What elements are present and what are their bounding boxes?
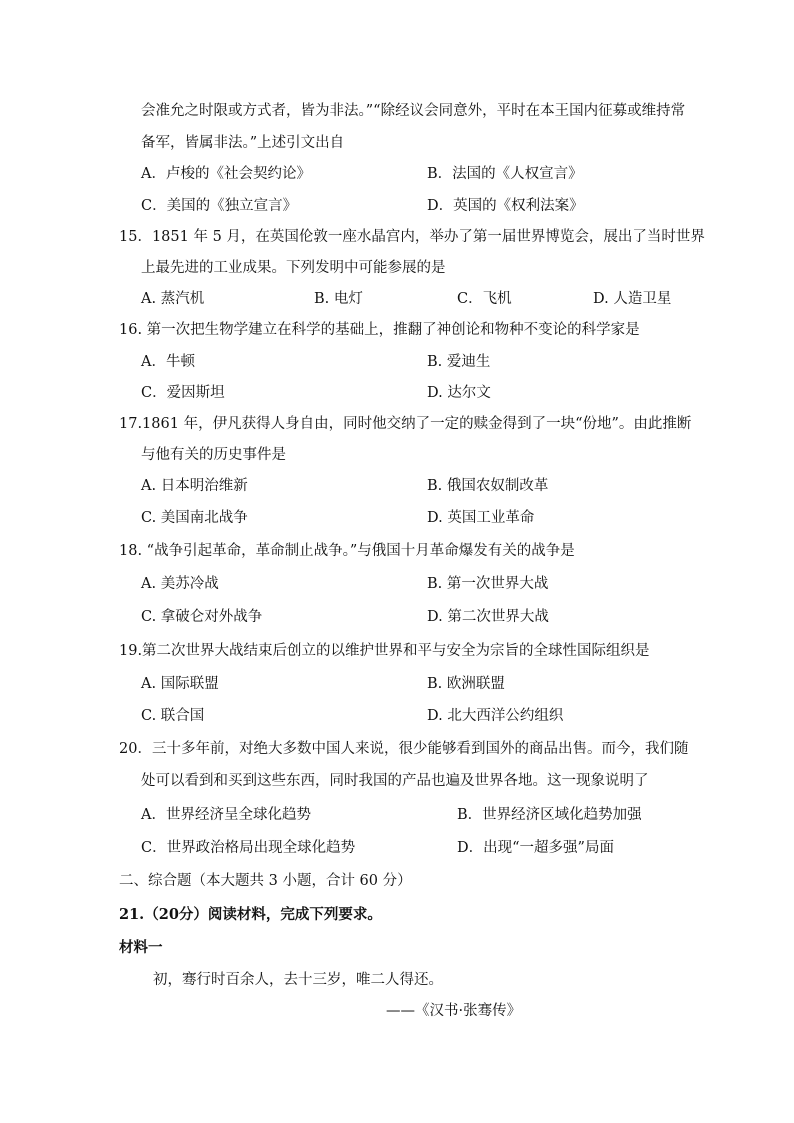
q19-option-c: C. 联合国 — [141, 708, 205, 724]
q15-option-d: D. 人造卫星 — [593, 291, 672, 307]
q18-option-b: B. 第一次世界大战 — [427, 576, 549, 592]
q21-material-1-text: 初，骞行时百余人，去十三岁，唯二人得还。 — [153, 972, 443, 988]
q19-option-d: D. 北大西洋公约组织 — [427, 708, 564, 724]
q19-option-b: B. 欧洲联盟 — [427, 676, 505, 692]
q15-stem-line-1: 15．1851 年 5 月，在英国伦敦一座水晶宫内，举办了第一届世界博览会，展出了当时世界 — [119, 229, 705, 245]
q21-material-1-source: ——《汉书·张骞传》 — [386, 1003, 522, 1019]
q16-option-d: D. 达尔文 — [427, 385, 491, 401]
q20-stem-line-1: 20．三十多年前，对绝大多数中国人来说，很少能够看到国外的商品出售。而今，我们随 — [119, 741, 689, 757]
q16-option-b: B. 爱迪生 — [427, 354, 491, 370]
q14-option-b: B．法国的《人权宣言》 — [427, 166, 583, 182]
q20-stem-line-2: 处可以看到和买到这些东西，同时我国的产品也遍及世界各地。这一现象说明了 — [141, 773, 649, 789]
q18-option-a: A. 美苏冷战 — [141, 576, 219, 592]
q15-option-c: C．飞机 — [457, 291, 512, 307]
q15-option-a: A. 蒸汽机 — [141, 291, 205, 307]
q20-option-d: D．出现“一超多强”局面 — [457, 840, 614, 856]
q15-stem-line-2: 上最先进的工业成果。下列发明中可能参展的是 — [141, 260, 446, 276]
q21-title: 21.（20分）阅读材料，完成下列要求。 — [119, 906, 382, 923]
q17-option-d: D. 英国工业革命 — [427, 510, 535, 526]
q16-stem: 16. 第一次把生物学建立在科学的基础上，推翻了神创论和物种不变论的科学家是 — [119, 322, 640, 338]
q14-option-a: A．卢梭的《社会契约论》 — [141, 166, 311, 182]
q20-option-c: C．世界政治格局出现全球化趋势 — [141, 840, 356, 856]
q18-option-d: D. 第二次世界大战 — [427, 609, 549, 625]
q14-option-d: D．英国的《权利法案》 — [427, 198, 584, 214]
q14-text-line-2: 备军，皆属非法。”上述引文出自 — [141, 135, 345, 151]
q19-option-a: A. 国际联盟 — [141, 676, 219, 692]
q14-option-c: C．美国的《独立宣言》 — [141, 198, 298, 214]
q16-option-a: A．牛顿 — [141, 354, 195, 370]
q19-stem: 19.第二次世界大战结束后创立的以维护世界和平与安全为宗旨的全球性国际组织是 — [119, 643, 650, 659]
q20-option-b: B．世界经济区域化趋势加强 — [457, 807, 642, 823]
q21-material-1-label: 材料一 — [119, 939, 163, 956]
q18-stem: 18. “战争引起革命，革命制止战争。”与俄国十月革命爆发有关的战争是 — [119, 543, 575, 559]
q17-option-c: C. 美国南北战争 — [141, 510, 248, 526]
q15-option-b: B. 电灯 — [314, 291, 363, 307]
q20-option-a: A．世界经济呈全球化趋势 — [141, 807, 311, 823]
q16-option-c: C．爱因斯坦 — [141, 385, 225, 401]
q18-option-c: C. 拿破仑对外战争 — [141, 609, 263, 625]
q17-stem-line-2: 与他有关的历史事件是 — [141, 447, 286, 463]
q17-stem-line-1: 17.1861 年，伊凡获得人身自由，同时他交纳了一定的赎金得到了一块“份地”。由此推断 — [119, 416, 692, 432]
q17-option-b: B. 俄国农奴制改革 — [427, 478, 549, 494]
section-2-title: 二、综合题（本大题共 3 小题，合计 60 分） — [119, 873, 412, 889]
q17-option-a: A. 日本明治维新 — [141, 478, 248, 494]
q14-text-line-1: 会准允之时限或方式者，皆为非法。”“除经议会同意外，平时在本王国内征募或维持常 — [141, 103, 686, 119]
